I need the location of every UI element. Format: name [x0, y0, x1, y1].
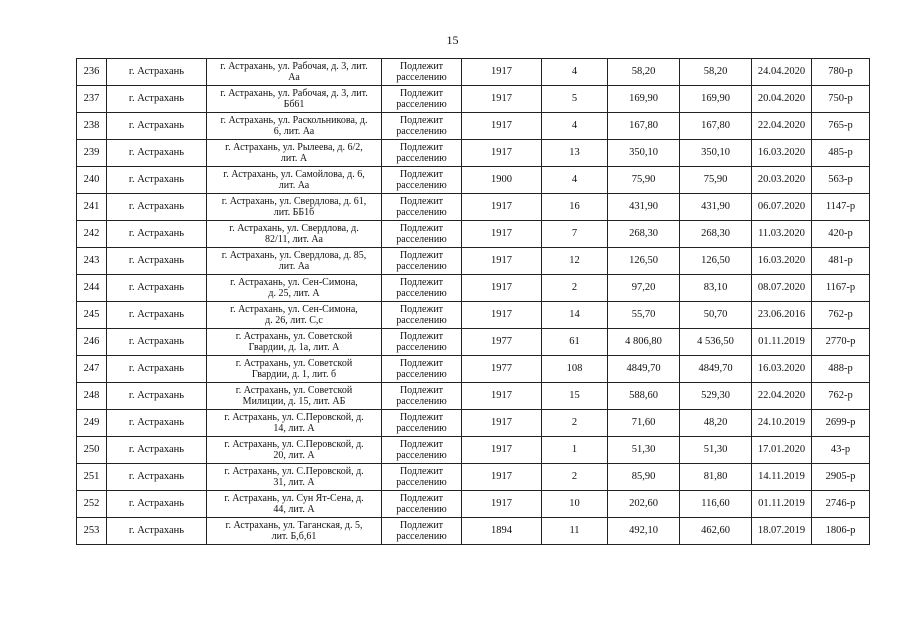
table-row: [77, 221, 870, 248]
year-built-cell: 1917: [462, 410, 542, 437]
year-built-cell: 1917: [462, 275, 542, 302]
year-built-cell: 1917: [462, 464, 542, 491]
residents-count-cell: 13: [542, 140, 608, 167]
status-cell-line-2: расселению: [396, 477, 447, 488]
living-area-cell: 167,80: [680, 113, 752, 140]
address-cell-line-2: Бб61: [283, 99, 305, 110]
residents-count-cell: 14: [542, 302, 608, 329]
address-cell-line-1: г. Астрахань, ул. Советской: [235, 330, 353, 342]
table-row: [77, 302, 870, 329]
page-number: 15: [446, 33, 459, 47]
address-cell-line-2: лит. Аа: [278, 261, 310, 272]
address-cell-line-2: 6, лит. Аа: [273, 126, 315, 137]
city-cell: г. Астрахань: [107, 86, 207, 113]
residents-count-cell: 2: [542, 464, 608, 491]
total-area-cell: 85,90: [608, 464, 680, 491]
total-area-cell: 75,90: [608, 167, 680, 194]
status-cell-line-1: Подлежит: [399, 330, 444, 342]
status-cell-line-2: расселению: [396, 72, 447, 83]
table-row: [77, 518, 870, 545]
decision-date-cell: 24.10.2019: [752, 410, 812, 437]
address-cell: [207, 86, 382, 113]
order-number-cell: 43-р: [812, 437, 870, 464]
status-cell: [382, 383, 462, 410]
living-area-cell: 268,30: [680, 221, 752, 248]
year-built-cell: 1900: [462, 167, 542, 194]
year-built-cell: 1917: [462, 113, 542, 140]
status-cell-line-2: расселению: [396, 153, 447, 164]
table-row: [77, 329, 870, 356]
table-row: [77, 356, 870, 383]
order-number-cell: 1147-р: [812, 194, 870, 221]
address-cell: [207, 140, 382, 167]
status-cell-line-1: Подлежит: [399, 519, 444, 531]
status-cell: [382, 464, 462, 491]
city-cell: г. Астрахань: [107, 221, 207, 248]
status-cell: [382, 86, 462, 113]
order-number-cell: 750-р: [812, 86, 870, 113]
status-cell: [382, 491, 462, 518]
status-cell-line-1: Подлежит: [399, 222, 444, 234]
living-area-cell: 75,90: [680, 167, 752, 194]
address-cell-line-1: г. Астрахань, ул. Рабочая, д. 3, лит.: [220, 60, 368, 72]
table-row: [77, 248, 870, 275]
residents-count-cell: 10: [542, 491, 608, 518]
residents-count-cell: 15: [542, 383, 608, 410]
table-row: [77, 383, 870, 410]
address-cell: [207, 59, 382, 86]
decision-date-cell: 16.03.2020: [752, 248, 812, 275]
row-number-cell: 247: [77, 356, 107, 383]
city-cell: г. Астрахань: [107, 113, 207, 140]
order-number-cell: 563-р: [812, 167, 870, 194]
city-cell: г. Астрахань: [107, 437, 207, 464]
status-cell-line-1: Подлежит: [399, 60, 444, 72]
status-cell-line-2: расселению: [396, 234, 447, 245]
address-cell: [207, 221, 382, 248]
year-built-cell: 1977: [462, 356, 542, 383]
address-cell-line-2: 44, лит. А: [273, 504, 315, 515]
year-built-cell: 1894: [462, 518, 542, 545]
status-cell-line-2: расселению: [396, 180, 447, 191]
living-area-cell: 51,30: [680, 437, 752, 464]
address-cell-line-1: г. Астрахань, ул. Сен-Симона,: [230, 303, 358, 315]
address-cell: [207, 167, 382, 194]
status-cell-line-2: расселению: [396, 504, 447, 515]
city-cell: г. Астрахань: [107, 248, 207, 275]
address-cell-line-2: лит. Аа: [278, 180, 310, 191]
address-cell-line-1: г. Астрахань, ул. С.Перовской, д.: [224, 465, 364, 477]
living-area-cell: 83,10: [680, 275, 752, 302]
decision-date-cell: 16.03.2020: [752, 356, 812, 383]
year-built-cell: 1917: [462, 437, 542, 464]
residents-count-cell: 4: [542, 167, 608, 194]
living-area-cell: 169,90: [680, 86, 752, 113]
status-cell-line-2: расселению: [396, 288, 447, 299]
status-cell-line-1: Подлежит: [399, 114, 444, 126]
city-cell: г. Астрахань: [107, 383, 207, 410]
living-area-cell: 81,80: [680, 464, 752, 491]
address-cell-line-2: Гвардии, д. 1а, лит. А: [248, 342, 340, 353]
status-cell: [382, 518, 462, 545]
address-cell-line-2: Гвардии, д. 1, лит. б: [251, 369, 337, 380]
living-area-cell: 4849,70: [680, 356, 752, 383]
year-built-cell: 1977: [462, 329, 542, 356]
status-cell-line-2: расселению: [396, 396, 447, 407]
address-cell-line-1: г. Астрахань, ул. Свердлова, д. 85,: [221, 249, 367, 261]
status-cell-line-1: Подлежит: [399, 438, 444, 450]
city-cell: г. Астрахань: [107, 194, 207, 221]
status-cell-line-2: расселению: [396, 450, 447, 461]
living-area-cell: 58,20: [680, 59, 752, 86]
status-cell-line-1: Подлежит: [399, 249, 444, 261]
total-area-cell: 268,30: [608, 221, 680, 248]
address-cell-line-1: г. Астрахань, ул. Рабочая, д. 3, лит.: [220, 87, 368, 99]
city-cell: г. Астрахань: [107, 518, 207, 545]
address-cell-line-1: г. Астрахань, ул. Самойлова, д. 6,: [223, 168, 365, 180]
order-number-cell: 2905-р: [812, 464, 870, 491]
living-area-cell: 50,70: [680, 302, 752, 329]
status-cell-line-2: расселению: [396, 369, 447, 380]
total-area-cell: 350,10: [608, 140, 680, 167]
residents-count-cell: 1: [542, 437, 608, 464]
total-area-cell: 202,60: [608, 491, 680, 518]
status-cell-line-1: Подлежит: [399, 276, 444, 288]
address-cell-line-2: 20, лит. А: [273, 450, 315, 461]
status-cell: [382, 59, 462, 86]
address-cell: [207, 356, 382, 383]
row-number-cell: 253: [77, 518, 107, 545]
table-row: [77, 410, 870, 437]
table-row: [77, 194, 870, 221]
address-cell: [207, 491, 382, 518]
row-number-cell: 236: [77, 59, 107, 86]
row-number-cell: 239: [77, 140, 107, 167]
residents-count-cell: 2: [542, 275, 608, 302]
row-number-cell: 237: [77, 86, 107, 113]
status-cell-line-1: Подлежит: [399, 357, 444, 369]
residents-count-cell: 61: [542, 329, 608, 356]
table-row: [77, 59, 870, 86]
row-number-cell: 248: [77, 383, 107, 410]
address-cell-line-1: г. Астрахань, ул. Рылеева, д. 6/2,: [225, 141, 363, 153]
address-cell-line-2: 31, лит. А: [273, 477, 315, 488]
status-cell-line-2: расселению: [396, 531, 447, 542]
address-cell-line-2: Аа: [288, 72, 300, 83]
address-cell-line-1: г. Астрахань, ул. Свердлова, д. 61,: [221, 195, 367, 207]
order-number-cell: 1806-р: [812, 518, 870, 545]
living-area-cell: 116,60: [680, 491, 752, 518]
decision-date-cell: 16.03.2020: [752, 140, 812, 167]
city-cell: г. Астрахань: [107, 410, 207, 437]
order-number-cell: 420-р: [812, 221, 870, 248]
residents-count-cell: 7: [542, 221, 608, 248]
row-number-cell: 252: [77, 491, 107, 518]
year-built-cell: 1917: [462, 491, 542, 518]
decision-date-cell: 18.07.2019: [752, 518, 812, 545]
total-area-cell: 71,60: [608, 410, 680, 437]
city-cell: г. Астрахань: [107, 464, 207, 491]
decision-date-cell: 08.07.2020: [752, 275, 812, 302]
address-cell-line-2: лит. ББ1б: [273, 207, 315, 218]
table-row: [77, 437, 870, 464]
address-cell-line-2: д. 26, лит. С,с: [265, 315, 323, 326]
table-row: [77, 491, 870, 518]
table-row: [77, 464, 870, 491]
decision-date-cell: 01.11.2019: [752, 491, 812, 518]
address-cell-line-1: г. Астрахань, ул. Таганская, д. 5,: [225, 519, 363, 531]
address-cell-line-2: 82/11, лит. Аа: [265, 234, 323, 245]
status-cell-line-2: расселению: [396, 207, 447, 218]
city-cell: г. Астрахань: [107, 140, 207, 167]
decision-date-cell: 01.11.2019: [752, 329, 812, 356]
address-cell: [207, 302, 382, 329]
status-cell: [382, 302, 462, 329]
city-cell: г. Астрахань: [107, 59, 207, 86]
total-area-cell: 492,10: [608, 518, 680, 545]
registry-body: [77, 59, 870, 545]
living-area-cell: 4 536,50: [680, 329, 752, 356]
address-cell: [207, 410, 382, 437]
decision-date-cell: 22.04.2020: [752, 113, 812, 140]
total-area-cell: 4849,70: [608, 356, 680, 383]
status-cell-line-1: Подлежит: [399, 195, 444, 207]
status-cell: [382, 113, 462, 140]
address-cell-line-2: лит. Б,б,61: [271, 531, 317, 542]
order-number-cell: 762-р: [812, 302, 870, 329]
address-cell-line-1: г. Астрахань, ул. Сен-Симона,: [230, 276, 358, 288]
address-cell-line-2: 14, лит. А: [273, 423, 315, 434]
status-cell-line-1: Подлежит: [399, 465, 444, 477]
address-cell: [207, 464, 382, 491]
year-built-cell: 1917: [462, 140, 542, 167]
table-row: [77, 113, 870, 140]
year-built-cell: 1917: [462, 383, 542, 410]
decision-date-cell: 20.03.2020: [752, 167, 812, 194]
total-area-cell: 126,50: [608, 248, 680, 275]
residents-count-cell: 4: [542, 59, 608, 86]
decision-date-cell: 24.04.2020: [752, 59, 812, 86]
order-number-cell: 2770-р: [812, 329, 870, 356]
row-number-cell: 250: [77, 437, 107, 464]
status-cell: [382, 140, 462, 167]
status-cell: [382, 356, 462, 383]
status-cell: [382, 221, 462, 248]
total-area-cell: 55,70: [608, 302, 680, 329]
address-cell: [207, 437, 382, 464]
city-cell: г. Астрахань: [107, 491, 207, 518]
residents-count-cell: 16: [542, 194, 608, 221]
table-row: [77, 86, 870, 113]
address-cell-line-1: г. Астрахань, ул. Советской: [235, 384, 353, 396]
address-cell-line-1: г. Астрахань, ул. Раскольникова, д.: [220, 114, 368, 126]
status-cell-line-1: Подлежит: [399, 384, 444, 396]
total-area-cell: 58,20: [608, 59, 680, 86]
living-area-cell: 529,30: [680, 383, 752, 410]
city-cell: г. Астрахань: [107, 275, 207, 302]
decision-date-cell: 23.06.2016: [752, 302, 812, 329]
residents-count-cell: 2: [542, 410, 608, 437]
decision-date-cell: 22.04.2020: [752, 383, 812, 410]
address-cell: [207, 518, 382, 545]
city-cell: г. Астрахань: [107, 167, 207, 194]
city-cell: г. Астрахань: [107, 302, 207, 329]
living-area-cell: 462,60: [680, 518, 752, 545]
status-cell: [382, 437, 462, 464]
order-number-cell: 765-р: [812, 113, 870, 140]
address-cell: [207, 248, 382, 275]
address-cell: [207, 329, 382, 356]
order-number-cell: 485-р: [812, 140, 870, 167]
residents-count-cell: 11: [542, 518, 608, 545]
status-cell-line-2: расселению: [396, 342, 447, 353]
order-number-cell: 488-р: [812, 356, 870, 383]
status-cell-line-1: Подлежит: [399, 303, 444, 315]
address-cell-line-2: д. 25, лит. А: [268, 288, 320, 299]
order-number-cell: 2699-р: [812, 410, 870, 437]
total-area-cell: 431,90: [608, 194, 680, 221]
order-number-cell: 780-р: [812, 59, 870, 86]
city-cell: г. Астрахань: [107, 329, 207, 356]
row-number-cell: 240: [77, 167, 107, 194]
row-number-cell: 246: [77, 329, 107, 356]
year-built-cell: 1917: [462, 302, 542, 329]
total-area-cell: 97,20: [608, 275, 680, 302]
living-area-cell: 431,90: [680, 194, 752, 221]
table-row: [77, 167, 870, 194]
residents-count-cell: 5: [542, 86, 608, 113]
order-number-cell: 2746-р: [812, 491, 870, 518]
address-cell-line-2: лит. А: [280, 153, 308, 164]
decision-date-cell: 20.04.2020: [752, 86, 812, 113]
row-number-cell: 242: [77, 221, 107, 248]
address-cell-line-1: г. Астрахань, ул. С.Перовской, д.: [224, 411, 364, 423]
total-area-cell: 167,80: [608, 113, 680, 140]
residents-count-cell: 108: [542, 356, 608, 383]
status-cell-line-1: Подлежит: [399, 168, 444, 180]
status-cell: [382, 410, 462, 437]
status-cell-line-2: расселению: [396, 261, 447, 272]
year-built-cell: 1917: [462, 248, 542, 275]
address-cell-line-1: г. Астрахань, ул. Свердлова, д.: [229, 222, 359, 234]
order-number-cell: 1167-р: [812, 275, 870, 302]
row-number-cell: 245: [77, 302, 107, 329]
row-number-cell: 251: [77, 464, 107, 491]
status-cell-line-2: расселению: [396, 126, 447, 137]
address-cell-line-2: Милиции, д. 15, лит. АБ: [242, 396, 346, 407]
row-number-cell: 249: [77, 410, 107, 437]
decision-date-cell: 06.07.2020: [752, 194, 812, 221]
address-cell: [207, 194, 382, 221]
status-cell: [382, 167, 462, 194]
decision-date-cell: 14.11.2019: [752, 464, 812, 491]
status-cell-line-1: Подлежит: [399, 411, 444, 423]
table-row: [77, 140, 870, 167]
status-cell: [382, 194, 462, 221]
address-cell-line-1: г. Астрахань, ул. Советской: [235, 357, 353, 369]
status-cell: [382, 248, 462, 275]
status-cell: [382, 275, 462, 302]
living-area-cell: 126,50: [680, 248, 752, 275]
decision-date-cell: 17.01.2020: [752, 437, 812, 464]
address-cell: [207, 113, 382, 140]
status-cell: [382, 329, 462, 356]
residents-count-cell: 4: [542, 113, 608, 140]
year-built-cell: 1917: [462, 221, 542, 248]
address-cell-line-1: г. Астрахань, ул. С.Перовской, д.: [224, 438, 364, 450]
status-cell-line-2: расселению: [396, 99, 447, 110]
year-built-cell: 1917: [462, 194, 542, 221]
status-cell-line-2: расселению: [396, 315, 447, 326]
table-row: [77, 275, 870, 302]
year-built-cell: 1917: [462, 59, 542, 86]
status-cell-line-1: Подлежит: [399, 492, 444, 504]
status-cell-line-2: расселению: [396, 423, 447, 434]
order-number-cell: 481-р: [812, 248, 870, 275]
row-number-cell: 238: [77, 113, 107, 140]
address-cell: [207, 383, 382, 410]
row-number-cell: 241: [77, 194, 107, 221]
address-cell: [207, 275, 382, 302]
living-area-cell: 48,20: [680, 410, 752, 437]
housing-registry-table: [76, 58, 870, 545]
total-area-cell: 4 806,80: [608, 329, 680, 356]
status-cell-line-1: Подлежит: [399, 141, 444, 153]
living-area-cell: 350,10: [680, 140, 752, 167]
decision-date-cell: 11.03.2020: [752, 221, 812, 248]
total-area-cell: 51,30: [608, 437, 680, 464]
address-cell-line-1: г. Астрахань, ул. Сун Ят-Сена, д.: [224, 492, 364, 504]
row-number-cell: 244: [77, 275, 107, 302]
total-area-cell: 169,90: [608, 86, 680, 113]
year-built-cell: 1917: [462, 86, 542, 113]
residents-count-cell: 12: [542, 248, 608, 275]
total-area-cell: 588,60: [608, 383, 680, 410]
order-number-cell: 762-р: [812, 383, 870, 410]
city-cell: г. Астрахань: [107, 356, 207, 383]
row-number-cell: 243: [77, 248, 107, 275]
status-cell-line-1: Подлежит: [399, 87, 444, 99]
